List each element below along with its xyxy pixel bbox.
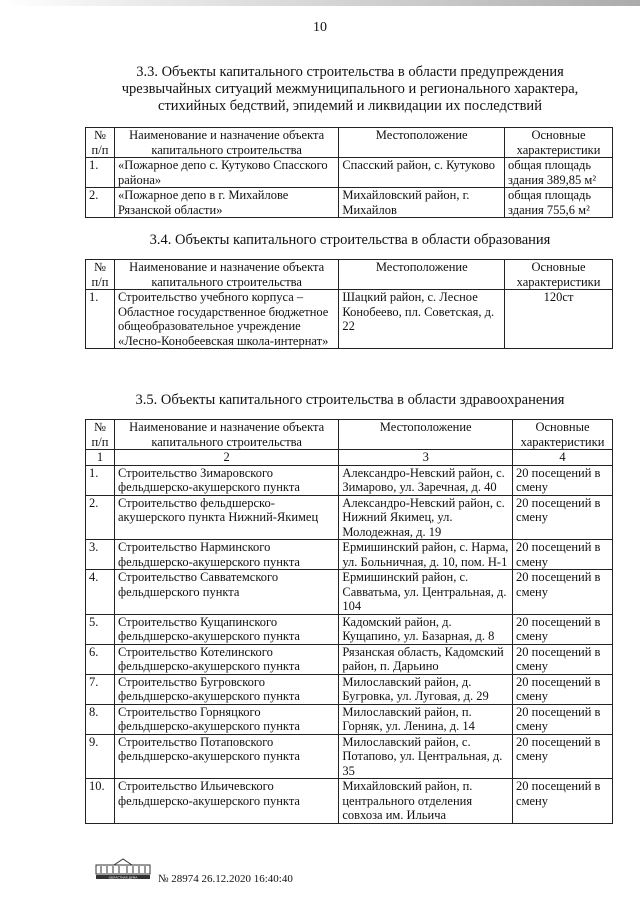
row-location: Милославский район, с. Потапово, ул. Центральная, д. 35 xyxy=(339,734,513,779)
table-3-5 xyxy=(85,419,613,824)
section-3-5-heading: 3.5. Объекты капитального строительства в области здравоохранения xyxy=(135,392,565,408)
row-name: «Пожарное депо с. Кутуково Спасского района» xyxy=(114,158,338,188)
row-num: 4. xyxy=(86,570,115,615)
row-name: Строительство Кущапинского фельдшерско-акушерского пункта xyxy=(114,614,338,644)
row-name: «Пожарное депо в г. Михайлове Рязанской области» xyxy=(114,188,338,218)
table-row xyxy=(86,570,613,615)
page-number: 10 xyxy=(313,20,327,35)
row-location: Рязанская область, Кадомский район, п. Дарьино xyxy=(339,644,513,674)
header-num: № п/п xyxy=(86,420,115,450)
duma-building-logo xyxy=(92,856,154,880)
row-num: 1. xyxy=(86,290,115,349)
row-location: Кадомский район, д. Кущапино, ул. Базарная, д. 8 xyxy=(339,614,513,644)
scan-edge xyxy=(0,0,640,6)
table-header-row xyxy=(86,260,613,290)
row-name: Строительство фельдшерско-акушерского пункта Нижний-Якимец xyxy=(114,495,338,540)
row-name: Строительство Потаповского фельдшерско-акушерского пункта xyxy=(114,734,338,779)
row-specs: 120ст xyxy=(505,290,613,349)
row-name: Строительство Савватемского фельдшерского пункта xyxy=(114,570,338,615)
row-num: 2. xyxy=(86,495,115,540)
table-row xyxy=(86,465,613,495)
header-name: Наименование и назначение объекта капитального строительства xyxy=(114,420,338,450)
header-name: Наименование и назначение объекта капитального строительства xyxy=(114,260,338,290)
row-location: Александро-Невский район, с. Нижний Якимец, ул. Молодежная, д. 19 xyxy=(339,495,513,540)
row-location: Александро-Невский район, с. Зимарово, ул. Заречная, д. 40 xyxy=(339,465,513,495)
header-num: № п/п xyxy=(86,260,115,290)
header-location: Местоположение xyxy=(339,128,505,158)
row-num: 3. xyxy=(86,540,115,570)
table-header-row xyxy=(86,128,613,158)
row-num: 2. xyxy=(86,188,115,218)
col-number: 3 xyxy=(339,450,513,466)
logo-text: ОБЛАСТНАЯ ДУМА xyxy=(108,875,138,880)
row-specs: 20 посещений в смену xyxy=(513,465,613,495)
row-specs: 20 посещений в смену xyxy=(513,704,613,734)
table-row xyxy=(86,734,613,779)
header-num: № п/п xyxy=(86,128,115,158)
row-name: Строительство Котелинского фельдшерско-акушерского пункта xyxy=(114,644,338,674)
table-row xyxy=(86,644,613,674)
row-num: 1. xyxy=(86,158,115,188)
header-specs: Основные характеристики xyxy=(505,128,613,158)
row-specs: общая площадь здания 389,85 м² xyxy=(505,158,613,188)
row-num: 10. xyxy=(86,779,115,824)
column-number-row xyxy=(86,450,613,466)
row-location: Ермишинский район, с. Савватьма, ул. Центральная, д. 104 xyxy=(339,570,513,615)
table-row xyxy=(86,674,613,704)
col-number: 4 xyxy=(513,450,613,466)
row-location: Михайловский район, п. центрального отделения совхоза им. Ильича xyxy=(339,779,513,824)
header-specs: Основные характеристики xyxy=(505,260,613,290)
section-3-4-heading: 3.4. Объекты капитального строительства в области образования xyxy=(149,232,551,248)
row-num: 5. xyxy=(86,614,115,644)
header-name: Наименование и назначение объекта капитального строительства xyxy=(114,128,338,158)
row-specs: 20 посещений в смену xyxy=(513,644,613,674)
table-row xyxy=(86,495,613,540)
row-location: Михайловский район, г. Михайлов xyxy=(339,188,505,218)
row-name: Строительство Нарминского фельдшерско-акушерского пункта xyxy=(114,540,338,570)
row-location: Шацкий район, с. Лесное Конобеево, пл. Советская, д. 22 xyxy=(339,290,505,349)
row-specs: 20 посещений в смену xyxy=(513,734,613,779)
row-name: Строительство Бугровского фельдшерско-акушерского пункта xyxy=(114,674,338,704)
table-row xyxy=(86,188,613,218)
row-specs: 20 посещений в смену xyxy=(513,570,613,615)
row-name: Строительство учебного корпуса – Областное государственное бюджетное общеобразовательное учреждение «Лесно-Конобеевская школа-интернат» xyxy=(114,290,338,349)
col-number: 2 xyxy=(114,450,338,466)
row-specs: 20 посещений в смену xyxy=(513,495,613,540)
section-3-3-heading: 3.3. Объекты капитального строительства в области предупреждения чрезвычайных ситуаций межмуниципального и регионального характера, стихийных бедствий, эпидемий и ликвидации их последствий xyxy=(121,64,579,114)
row-num: 6. xyxy=(86,644,115,674)
table-row xyxy=(86,704,613,734)
row-specs: 20 посещений в смену xyxy=(513,540,613,570)
table-row xyxy=(86,540,613,570)
row-name: Строительство Ильичевского фельдшерско-акушерского пункта xyxy=(114,779,338,824)
row-specs: 20 посещений в смену xyxy=(513,779,613,824)
header-location: Местоположение xyxy=(339,420,513,450)
row-num: 9. xyxy=(86,734,115,779)
row-location: Милославский район, п. Горняк, ул. Ленина, д. 14 xyxy=(339,704,513,734)
row-location: Ермишинский район, с. Нарма, ул. Больничная, д. 10, пом. Н-1 xyxy=(339,540,513,570)
header-specs: Основные характеристики xyxy=(513,420,613,450)
row-name: Строительство Зимаровского фельдшерско-акушерского пункта xyxy=(114,465,338,495)
row-specs: 20 посещений в смену xyxy=(513,674,613,704)
row-location: Спасский район, с. Кутуково xyxy=(339,158,505,188)
row-specs: общая площадь здания 755,6 м² xyxy=(505,188,613,218)
row-location: Милославский район, д. Бугровка, ул. Луговая, д. 29 xyxy=(339,674,513,704)
header-location: Местоположение xyxy=(339,260,505,290)
row-num: 8. xyxy=(86,704,115,734)
row-num: 1. xyxy=(86,465,115,495)
row-specs: 20 посещений в смену xyxy=(513,614,613,644)
table-header-row xyxy=(86,420,613,450)
table-row xyxy=(86,158,613,188)
col-number: 1 xyxy=(86,450,115,466)
registration-stamp: № 28974 26.12.2020 16:40:40 xyxy=(158,873,293,885)
table-row xyxy=(86,614,613,644)
table-3-3 xyxy=(85,127,613,218)
table-row xyxy=(86,779,613,824)
row-name: Строительство Горняцкого фельдшерско-акушерского пункта xyxy=(114,704,338,734)
table-3-4 xyxy=(85,259,613,349)
row-num: 7. xyxy=(86,674,115,704)
table-row xyxy=(86,290,613,349)
